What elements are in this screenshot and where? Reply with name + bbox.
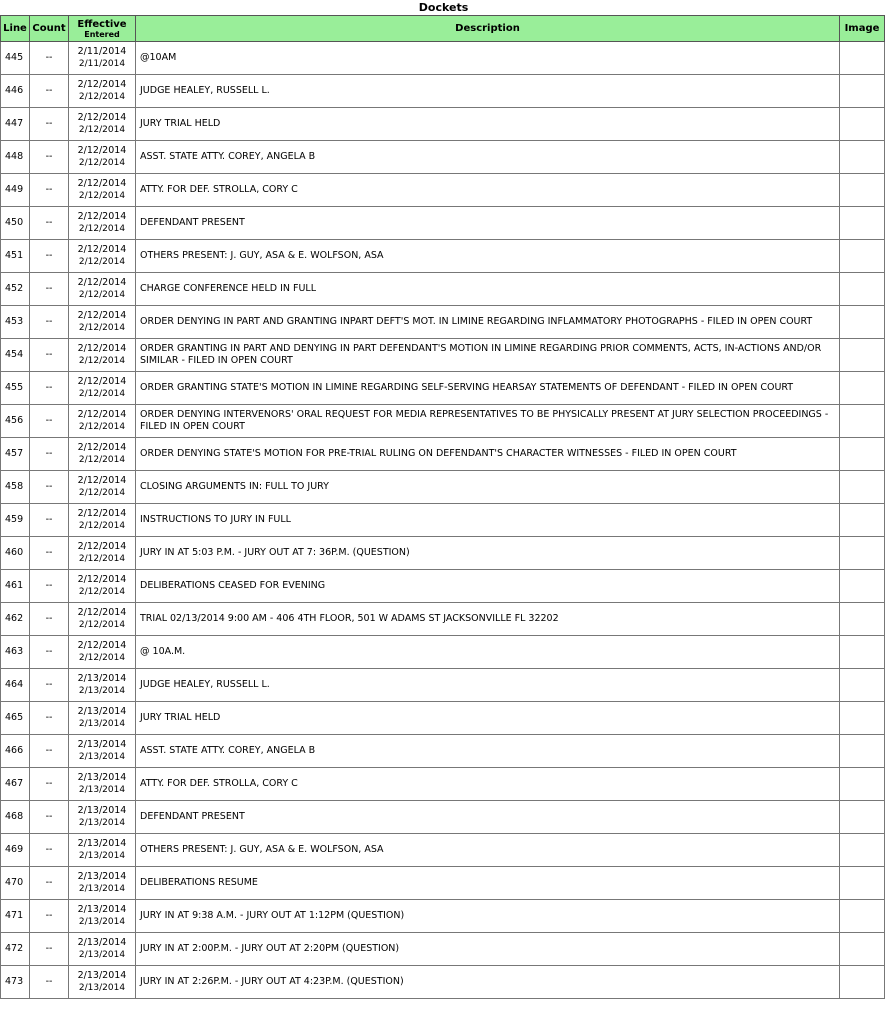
dockets-table <box>0 15 885 999</box>
image-cell <box>840 537 885 570</box>
effective-date: 2/12/2014 <box>77 145 127 156</box>
image-cell <box>840 735 885 768</box>
table-row <box>1 834 885 867</box>
date-cell <box>69 108 136 141</box>
date-cell <box>69 207 136 240</box>
date-cell <box>69 273 136 306</box>
effective-date: 2/11/2014 <box>77 46 127 57</box>
effective-date: 2/12/2014 <box>77 277 127 288</box>
table-row <box>1 273 885 306</box>
table-row <box>1 966 885 999</box>
line-number-cell: 451 <box>1 240 30 273</box>
description-cell: JURY IN AT 2:26P.M. - JURY OUT AT 4:23P.M. (QUESTION) <box>136 966 840 999</box>
effective-date: 2/12/2014 <box>77 244 127 255</box>
effective-date: 2/12/2014 <box>77 376 127 387</box>
description-cell: OTHERS PRESENT: J. GUY, ASA & E. WOLFSON, ASA <box>136 834 840 867</box>
effective-date: 2/12/2014 <box>77 343 127 354</box>
entered-date: 2/12/2014 <box>78 455 126 465</box>
description-cell: TRIAL 02/13/2014 9:00 AM - 406 4TH FLOOR, 501 W ADAMS ST JACKSONVILLE FL 32202 <box>136 603 840 636</box>
description-cell: JUDGE HEALEY, RUSSELL L. <box>136 669 840 702</box>
count-cell: -- <box>30 471 69 504</box>
image-cell <box>840 768 885 801</box>
date-cell <box>69 339 136 372</box>
date-cell <box>69 801 136 834</box>
table-row <box>1 603 885 636</box>
entered-date: 2/12/2014 <box>78 125 126 135</box>
description-cell: JURY IN AT 9:38 A.M. - JURY OUT AT 1:12PM (QUESTION) <box>136 900 840 933</box>
line-number-cell: 464 <box>1 669 30 702</box>
table-row <box>1 405 885 438</box>
effective-date: 2/13/2014 <box>77 904 127 915</box>
description-cell: ATTY. FOR DEF. STROLLA, CORY C <box>136 768 840 801</box>
effective-date: 2/12/2014 <box>77 475 127 486</box>
image-cell <box>840 834 885 867</box>
table-row <box>1 372 885 405</box>
count-cell: -- <box>30 933 69 966</box>
image-cell <box>840 570 885 603</box>
image-cell <box>840 75 885 108</box>
entered-date: 2/13/2014 <box>78 686 126 696</box>
effective-date: 2/13/2014 <box>77 871 127 882</box>
description-cell: JURY IN AT 2:00P.M. - JURY OUT AT 2:20PM (QUESTION) <box>136 933 840 966</box>
effective-date: 2/12/2014 <box>77 211 127 222</box>
table-row <box>1 669 885 702</box>
image-cell <box>840 306 885 339</box>
entered-date: 2/11/2014 <box>78 59 126 69</box>
entered-date: 2/12/2014 <box>78 389 126 399</box>
date-cell <box>69 240 136 273</box>
column-header-effective <box>69 16 136 42</box>
count-cell: -- <box>30 669 69 702</box>
description-cell: JUDGE HEALEY, RUSSELL L. <box>136 75 840 108</box>
line-number-cell: 473 <box>1 966 30 999</box>
entered-date: 2/13/2014 <box>78 752 126 762</box>
entered-date: 2/12/2014 <box>78 224 126 234</box>
effective-date: 2/12/2014 <box>77 112 127 123</box>
entered-date: 2/12/2014 <box>78 422 126 432</box>
page-title: Dockets <box>418 1 469 14</box>
line-number-cell: 469 <box>1 834 30 867</box>
description-cell: DELIBERATIONS CEASED FOR EVENING <box>136 570 840 603</box>
description-cell: @10AM <box>136 42 840 75</box>
date-cell <box>69 504 136 537</box>
line-number-cell: 457 <box>1 438 30 471</box>
entered-date: 2/13/2014 <box>78 719 126 729</box>
table-row <box>1 768 885 801</box>
entered-date: 2/12/2014 <box>78 521 126 531</box>
description-cell: ORDER DENYING INTERVENORS' ORAL REQUEST FOR MEDIA REPRESENTATIVES TO BE PHYSICALLY PRESENT AT JURY SELECTION PROCEEDINGS - FILED IN OPEN COURT <box>136 405 840 438</box>
entered-date: 2/12/2014 <box>78 554 126 564</box>
description-cell: DEFENDANT PRESENT <box>136 801 840 834</box>
description-cell: ORDER GRANTING STATE'S MOTION IN LIMINE REGARDING SELF-SERVING HEARSAY STATEMENTS OF DEFENDANT - FILED IN OPEN COURT <box>136 372 840 405</box>
table-row <box>1 735 885 768</box>
effective-date: 2/13/2014 <box>77 739 127 750</box>
count-cell: -- <box>30 174 69 207</box>
table-row <box>1 240 885 273</box>
effective-date: 2/12/2014 <box>77 409 127 420</box>
date-cell <box>69 603 136 636</box>
entered-date: 2/12/2014 <box>78 620 126 630</box>
date-cell <box>69 669 136 702</box>
effective-date: 2/13/2014 <box>77 838 127 849</box>
image-cell <box>840 669 885 702</box>
description-cell: CHARGE CONFERENCE HELD IN FULL <box>136 273 840 306</box>
docket-rows <box>1 42 885 999</box>
description-cell: INSTRUCTIONS TO JURY IN FULL <box>136 504 840 537</box>
table-row <box>1 42 885 75</box>
image-cell <box>840 42 885 75</box>
line-number-cell: 449 <box>1 174 30 207</box>
description-cell: DELIBERATIONS RESUME <box>136 867 840 900</box>
column-header-line: Line <box>1 16 30 42</box>
image-cell <box>840 504 885 537</box>
entered-date: 2/12/2014 <box>78 356 126 366</box>
entered-date: 2/12/2014 <box>78 488 126 498</box>
effective-date: 2/12/2014 <box>77 79 127 90</box>
description-cell: ATTY. FOR DEF. STROLLA, CORY C <box>136 174 840 207</box>
image-cell <box>840 603 885 636</box>
entered-date: 2/12/2014 <box>78 191 126 201</box>
entered-date: 2/13/2014 <box>78 983 126 993</box>
description-cell: ORDER DENYING IN PART AND GRANTING INPART DEFT'S MOT. IN LIMINE REGARDING INFLAMMATORY PHOTOGRAPHS - FILED IN OPEN COURT <box>136 306 840 339</box>
count-cell: -- <box>30 207 69 240</box>
image-cell <box>840 174 885 207</box>
count-cell: -- <box>30 504 69 537</box>
table-row <box>1 174 885 207</box>
count-cell: -- <box>30 240 69 273</box>
effective-date: 2/12/2014 <box>77 640 127 651</box>
header-row <box>1 16 885 42</box>
count-cell: -- <box>30 603 69 636</box>
entered-date: 2/13/2014 <box>78 818 126 828</box>
date-cell <box>69 867 136 900</box>
entered-date: 2/13/2014 <box>78 884 126 894</box>
image-cell <box>840 339 885 372</box>
entered-date: 2/12/2014 <box>78 653 126 663</box>
column-header-entered-label: Entered <box>84 29 120 39</box>
date-cell <box>69 933 136 966</box>
description-cell: DEFENDANT PRESENT <box>136 207 840 240</box>
image-cell <box>840 141 885 174</box>
line-number-cell: 460 <box>1 537 30 570</box>
count-cell: -- <box>30 42 69 75</box>
count-cell: -- <box>30 141 69 174</box>
image-cell <box>840 636 885 669</box>
line-number-cell: 466 <box>1 735 30 768</box>
count-cell: -- <box>30 867 69 900</box>
table-row <box>1 636 885 669</box>
line-number-cell: 453 <box>1 306 30 339</box>
line-number-cell: 463 <box>1 636 30 669</box>
date-cell <box>69 702 136 735</box>
effective-date: 2/12/2014 <box>77 607 127 618</box>
date-cell <box>69 768 136 801</box>
line-number-cell: 458 <box>1 471 30 504</box>
count-cell: -- <box>30 108 69 141</box>
description-cell: JURY TRIAL HELD <box>136 108 840 141</box>
image-cell <box>840 702 885 735</box>
image-cell <box>840 933 885 966</box>
line-number-cell: 465 <box>1 702 30 735</box>
count-cell: -- <box>30 570 69 603</box>
count-cell: -- <box>30 768 69 801</box>
column-header-effective-label: Effective <box>77 18 127 30</box>
description-cell: ORDER GRANTING IN PART AND DENYING IN PART DEFENDANT'S MOTION IN LIMINE REGARDING PRIOR COMMENTS, ACTS, IN-ACTIONS AND/OR SIMILAR - FILED IN OPEN COURT <box>136 339 840 372</box>
effective-date: 2/13/2014 <box>77 772 127 783</box>
effective-date: 2/12/2014 <box>77 508 127 519</box>
entered-date: 2/12/2014 <box>78 323 126 333</box>
date-cell <box>69 537 136 570</box>
effective-date: 2/12/2014 <box>77 574 127 585</box>
entered-date: 2/12/2014 <box>78 290 126 300</box>
count-cell: -- <box>30 735 69 768</box>
line-number-cell: 450 <box>1 207 30 240</box>
date-cell <box>69 42 136 75</box>
table-row <box>1 207 885 240</box>
line-number-cell: 446 <box>1 75 30 108</box>
line-number-cell: 452 <box>1 273 30 306</box>
table-row <box>1 570 885 603</box>
image-cell <box>840 108 885 141</box>
table-row <box>1 801 885 834</box>
line-number-cell: 462 <box>1 603 30 636</box>
table-row <box>1 75 885 108</box>
date-cell <box>69 636 136 669</box>
date-cell <box>69 570 136 603</box>
count-cell: -- <box>30 306 69 339</box>
count-cell: -- <box>30 438 69 471</box>
date-cell <box>69 141 136 174</box>
count-cell: -- <box>30 339 69 372</box>
entered-date: 2/12/2014 <box>78 257 126 267</box>
date-cell <box>69 306 136 339</box>
count-cell: -- <box>30 702 69 735</box>
image-cell <box>840 867 885 900</box>
table-row <box>1 339 885 372</box>
description-cell: JURY TRIAL HELD <box>136 702 840 735</box>
description-cell: OTHERS PRESENT: J. GUY, ASA & E. WOLFSON, ASA <box>136 240 840 273</box>
table-row <box>1 504 885 537</box>
image-cell <box>840 273 885 306</box>
count-cell: -- <box>30 900 69 933</box>
effective-date: 2/12/2014 <box>77 310 127 321</box>
image-cell <box>840 438 885 471</box>
date-cell <box>69 405 136 438</box>
image-cell <box>840 372 885 405</box>
line-number-cell: 461 <box>1 570 30 603</box>
count-cell: -- <box>30 834 69 867</box>
line-number-cell: 471 <box>1 900 30 933</box>
entered-date: 2/13/2014 <box>78 851 126 861</box>
image-cell <box>840 405 885 438</box>
line-number-cell: 467 <box>1 768 30 801</box>
date-cell <box>69 75 136 108</box>
description-cell: ASST. STATE ATTY. COREY, ANGELA B <box>136 735 840 768</box>
date-cell <box>69 834 136 867</box>
description-cell: ORDER DENYING STATE'S MOTION FOR PRE-TRIAL RULING ON DEFENDANT'S CHARACTER WITNESSES - FILED IN OPEN COURT <box>136 438 840 471</box>
table-row <box>1 900 885 933</box>
count-cell: -- <box>30 273 69 306</box>
count-cell: -- <box>30 372 69 405</box>
image-cell <box>840 966 885 999</box>
table-row <box>1 867 885 900</box>
count-cell: -- <box>30 636 69 669</box>
entered-date: 2/12/2014 <box>78 587 126 597</box>
image-cell <box>840 471 885 504</box>
column-header-image: Image <box>840 16 885 42</box>
description-cell: CLOSING ARGUMENTS IN: FULL TO JURY <box>136 471 840 504</box>
effective-date: 2/13/2014 <box>77 673 127 684</box>
entered-date: 2/12/2014 <box>78 158 126 168</box>
date-cell <box>69 471 136 504</box>
effective-date: 2/13/2014 <box>77 706 127 717</box>
table-row <box>1 306 885 339</box>
line-number-cell: 448 <box>1 141 30 174</box>
description-cell: ASST. STATE ATTY. COREY, ANGELA B <box>136 141 840 174</box>
count-cell: -- <box>30 405 69 438</box>
line-number-cell: 468 <box>1 801 30 834</box>
line-number-cell: 459 <box>1 504 30 537</box>
table-row <box>1 702 885 735</box>
line-number-cell: 447 <box>1 108 30 141</box>
effective-date: 2/13/2014 <box>77 805 127 816</box>
table-row <box>1 537 885 570</box>
count-cell: -- <box>30 801 69 834</box>
count-cell: -- <box>30 537 69 570</box>
effective-date: 2/13/2014 <box>77 970 127 981</box>
date-cell <box>69 735 136 768</box>
table-row <box>1 438 885 471</box>
column-header-count: Count <box>30 16 69 42</box>
image-cell <box>840 801 885 834</box>
date-cell <box>69 372 136 405</box>
line-number-cell: 470 <box>1 867 30 900</box>
line-number-cell: 456 <box>1 405 30 438</box>
table-row <box>1 471 885 504</box>
date-cell <box>69 438 136 471</box>
date-cell <box>69 900 136 933</box>
line-number-cell: 454 <box>1 339 30 372</box>
count-cell: -- <box>30 966 69 999</box>
image-cell <box>840 240 885 273</box>
count-cell: -- <box>30 75 69 108</box>
entered-date: 2/12/2014 <box>78 92 126 102</box>
line-number-cell: 455 <box>1 372 30 405</box>
column-header-description: Description <box>136 16 840 42</box>
effective-date: 2/12/2014 <box>77 442 127 453</box>
entered-date: 2/13/2014 <box>78 950 126 960</box>
image-cell <box>840 207 885 240</box>
table-row <box>1 933 885 966</box>
effective-date: 2/12/2014 <box>77 178 127 189</box>
description-cell: JURY IN AT 5:03 P.M. - JURY OUT AT 7: 36P.M. (QUESTION) <box>136 537 840 570</box>
line-number-cell: 472 <box>1 933 30 966</box>
table-row <box>1 141 885 174</box>
line-number-cell: 445 <box>1 42 30 75</box>
image-cell <box>840 900 885 933</box>
entered-date: 2/13/2014 <box>78 785 126 795</box>
entered-date: 2/13/2014 <box>78 917 126 927</box>
effective-date: 2/13/2014 <box>77 937 127 948</box>
date-cell <box>69 174 136 207</box>
description-cell: @ 10A.M. <box>136 636 840 669</box>
effective-date: 2/12/2014 <box>77 541 127 552</box>
date-cell <box>69 966 136 999</box>
table-row <box>1 108 885 141</box>
